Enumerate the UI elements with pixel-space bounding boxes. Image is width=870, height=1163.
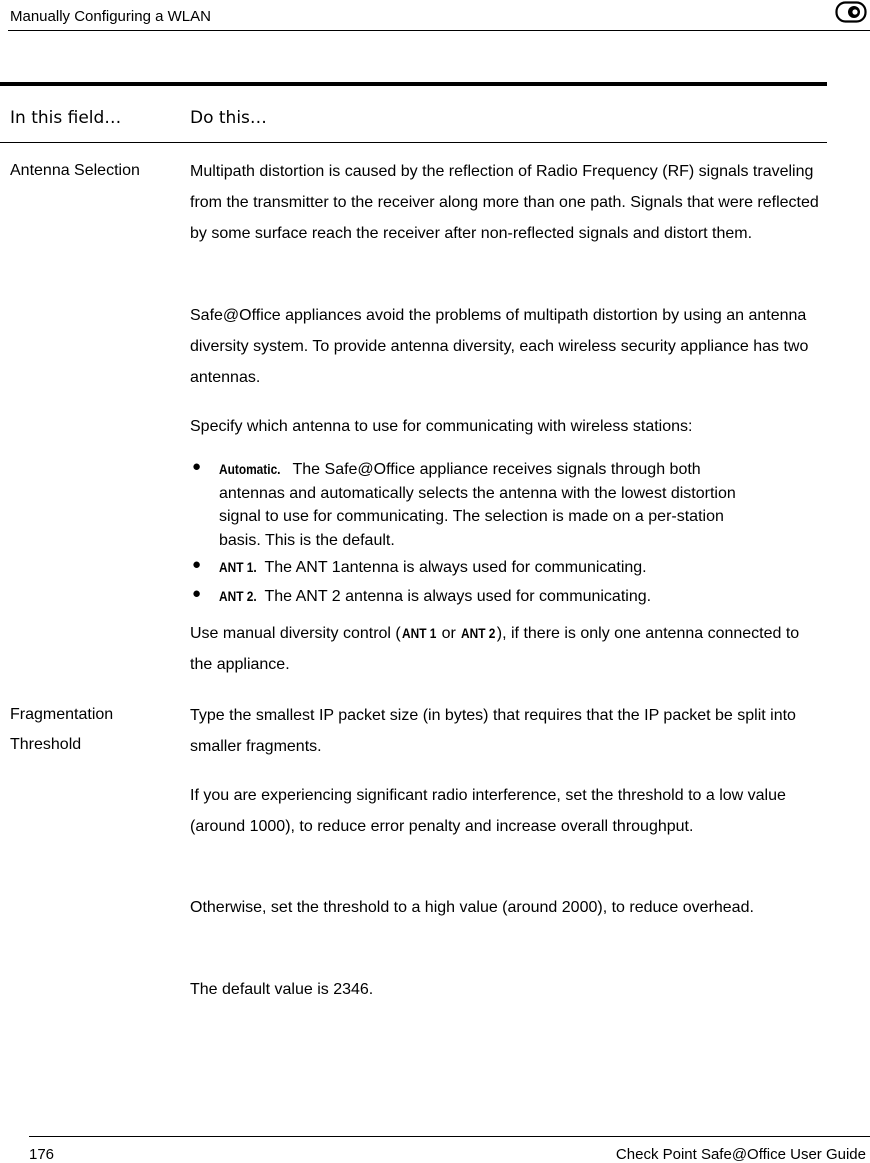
term: ANT 1. [219, 559, 257, 575]
paragraph: Otherwise, set the threshold to a high value (around 2000), to reduce overhead. [190, 899, 754, 916]
footer-rule [29, 1136, 870, 1137]
column-header-action: Do this… [190, 108, 267, 128]
header-rule [8, 30, 870, 31]
term: Automatic. [219, 461, 281, 477]
paragraph: Multipath distortion is caused by the reflection of Radio Frequency (RF) signals traveling from the transmitter to the receiver along more than one path. Signals that were reflected by some surface reach the receiver after non-reflected signals and distort them. [190, 163, 819, 242]
bullet-icon: ● [192, 585, 202, 602]
bullet-text: The ANT 1antenna is always used for communicating. [264, 559, 647, 576]
paragraph: Safe@Office appliances avoid the problems of multipath distortion by using an antenna diversity system. To provide antenna diversity, each wireless security appliance has two antennas. [190, 307, 809, 386]
bullet-text: The ANT 2 antenna is always used for communicating. [264, 588, 652, 605]
paragraph: If you are experiencing significant radio interference, set the threshold to a low value (around 1000), to reduce error penalty and increase overall throughput. [190, 787, 786, 835]
table-header-rule [0, 142, 827, 143]
chapter-title: Manually Configuring a WLAN [10, 8, 211, 25]
term: ANT 2. [219, 588, 257, 604]
term: ANT 2 [461, 625, 496, 641]
field-antenna-selection: Antenna Selection [10, 162, 140, 179]
bullet-text: The Safe@Office appliance receives signals through both antennas and automatically selects the antenna with the lowest distortion signal to use for communicating. The selection is made on a per-station basis. This is the default. [219, 461, 736, 549]
bullet-icon: ● [192, 556, 202, 573]
column-header-field: In this field… [10, 108, 122, 128]
paragraph: Type the smallest IP packet size (in bytes) that requires that the IP packet be split into smaller fragments. [190, 707, 796, 755]
check-point-logo-icon [835, 1, 867, 23]
book-title: Check Point Safe@Office User Guide [615, 1146, 866, 1163]
paragraph: The default value is 2346. [190, 981, 374, 998]
table-top-rule [0, 82, 827, 86]
paragraph: Specify which antenna to use for communicating with wireless stations: [190, 418, 693, 435]
field-fragmentation-threshold: Fragmentation Threshold [10, 706, 114, 753]
paragraph: Use manual diversity control (ANT 1 or ANT 2), if there is only one antenna connected to the appliance. [190, 618, 822, 680]
page-number: 176 [29, 1146, 55, 1163]
term: ANT 1 [401, 625, 437, 641]
bullet-icon: ● [192, 458, 202, 475]
